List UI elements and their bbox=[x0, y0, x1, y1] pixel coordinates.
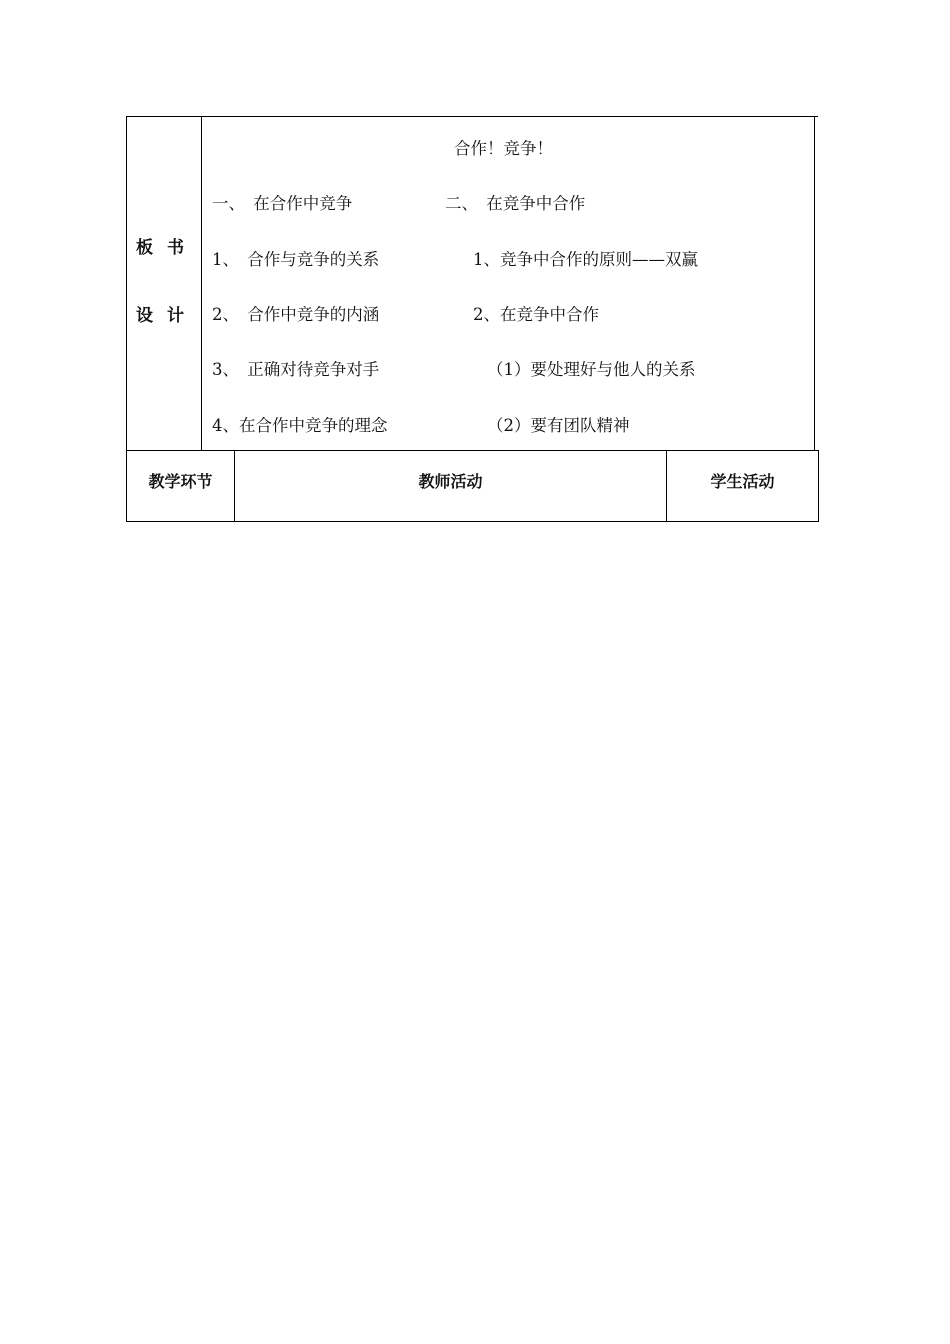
right-item-2: 2、在竞争中合作 bbox=[473, 305, 599, 324]
header-teacher-activity: 教师活动 bbox=[235, 451, 667, 521]
right-item-4: （2）要有团队精神 bbox=[487, 416, 630, 435]
right-item-0: 二、 在竞争中合作 bbox=[445, 194, 586, 213]
table-edge-mark bbox=[815, 116, 818, 117]
header-student-activity: 学生活动 bbox=[710, 472, 775, 491]
board-title: 合作！竞争！ bbox=[454, 139, 553, 158]
header-teaching-stage: 教学环节 bbox=[127, 451, 235, 521]
left-item-3: 3、 正确对待竞争对手 bbox=[212, 360, 380, 379]
right-item-1: 1、竞争中合作的原则——双赢 bbox=[473, 250, 698, 269]
board-design-label-cell bbox=[127, 117, 202, 451]
board-label-line2: 设计 bbox=[136, 306, 198, 326]
left-item-1: 1、 合作与竞争的关系 bbox=[212, 250, 380, 269]
left-item-4: 4、在合作中竞争的理念 bbox=[212, 416, 388, 435]
left-item-2: 2、 合作中竞争的内涵 bbox=[212, 305, 380, 324]
left-item-0: 一、 在合作中竞争 bbox=[212, 194, 353, 213]
right-item-3: （1）要处理好与他人的关系 bbox=[487, 360, 696, 379]
board-design-block bbox=[126, 116, 815, 451]
board-label-line1: 板书 bbox=[136, 238, 198, 258]
table-header-row bbox=[126, 450, 819, 522]
